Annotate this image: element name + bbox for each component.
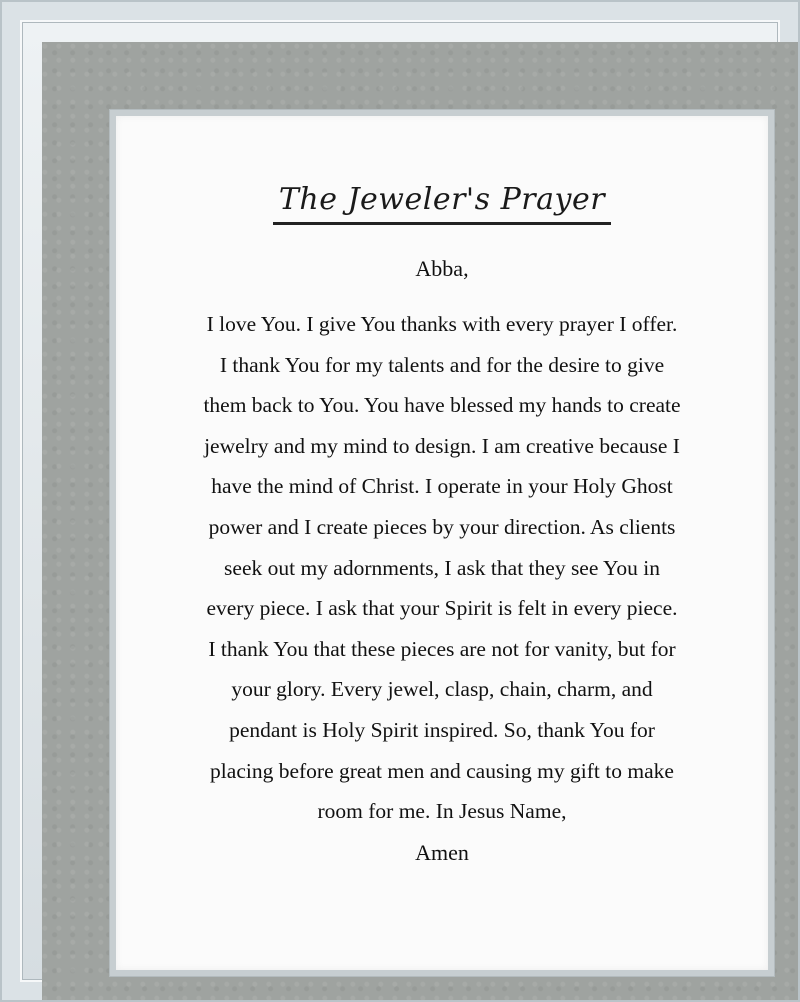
closing: Amen	[415, 840, 469, 865]
prayer-line: have the mind of Christ. I operate in your Holy Ghost	[211, 474, 673, 499]
prayer-title: The Jeweler's Prayer	[273, 182, 611, 225]
gray-mat	[42, 42, 798, 1000]
prayer-paper	[116, 116, 768, 970]
title-wrap	[116, 182, 768, 225]
prayer-line: them back to You. You have blessed my hands to create	[203, 393, 681, 418]
prayer-line: your glory. Every jewel, clasp, chain, charm, and	[231, 677, 653, 702]
prayer-line: I thank You for my talents and for the desire to give	[219, 352, 665, 377]
prayer-line: seek out my adornments, I ask that they see You in	[224, 555, 660, 580]
prayer-line: placing before great men and causing my gift to make	[210, 758, 674, 783]
prayer-line: I love You. I give You thanks with every prayer I offer.	[206, 312, 678, 336]
prayer-line: jewelry and my mind to design. I am creative because I	[204, 433, 680, 458]
greeting: Abba,	[415, 256, 469, 281]
prayer-line: every piece. I ask that your Spirit is felt in every piece.	[206, 596, 678, 621]
prayer-line: power and I create pieces by your direction. As clients	[208, 514, 676, 539]
prayer-body	[116, 304, 768, 832]
prayer-line: room for me. In Jesus Name,	[317, 799, 567, 824]
prayer-line: I thank You that these pieces are not for vanity, but for	[208, 636, 676, 661]
prayer-line: pendant is Holy Spirit inspired. So, thank You for	[229, 717, 655, 742]
